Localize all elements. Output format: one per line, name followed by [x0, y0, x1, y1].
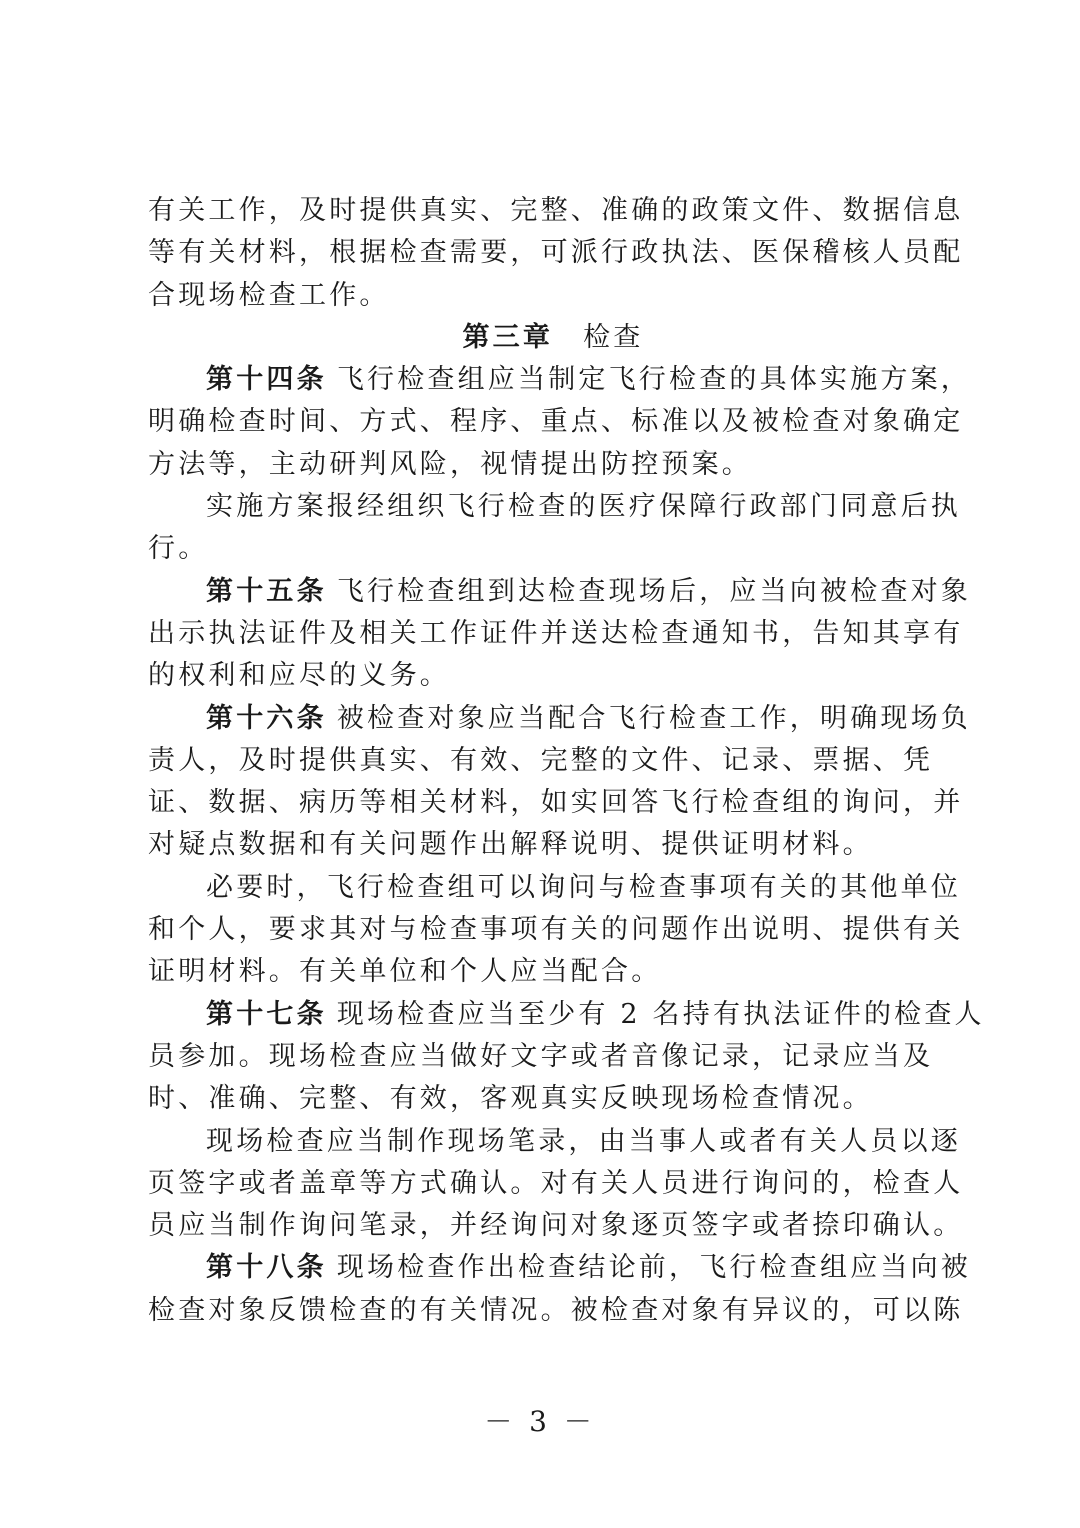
text-line: 证明材料。有关单位和个人应当配合。 — [148, 956, 662, 988]
text-line: 员参加。现场检查应当做好文字或者音像记录，记录应当及 — [148, 1040, 934, 1072]
text-line: 出示执法证件及相关工作证件并送达检查通知书，告知其享有 — [148, 617, 964, 649]
article-number: 第十五条 — [206, 575, 327, 607]
article-first-line — [148, 994, 985, 1036]
paragraph-first-line: 必要时，飞行检查组可以询问与检查事项有关的其他单位 — [206, 871, 961, 903]
text-line: 行。 — [148, 533, 209, 565]
article-number: 第十四条 — [206, 364, 327, 396]
text-line: 检查对象反馈检查的有关情况。被检查对象有异议的，可以陈 — [148, 1294, 964, 1326]
article-text: 现场检查应当至少有 2 名持有执法证件的检查人 — [336, 998, 985, 1030]
text-line: 方法等，主动研判风险，视情提出防控预案。 — [148, 448, 752, 480]
paragraph-first-line: 现场检查应当制作现场笔录，由当事人或者有关人员以逐 — [206, 1125, 961, 1157]
text-line: 证、数据、病历等相关材料，如实回答飞行检查组的询问，并 — [148, 787, 964, 819]
page-number: － 3 － — [484, 1405, 596, 1438]
document-body — [148, 190, 985, 1332]
chapter-title: 检查 — [583, 321, 644, 353]
text-line: 时、准确、完整、有效，客观真实反映现场检查情况。 — [148, 1083, 873, 1115]
text-line: 有关工作，及时提供真实、完整、准确的政策文件、数据信息 — [148, 195, 964, 226]
text-line: 等有关材料，根据检查需要，可派行政执法、医保稽核人员配 — [148, 237, 964, 269]
text-line: 员应当制作询问笔录，并经询问对象逐页签字或者捺印确认。 — [148, 1210, 964, 1242]
article-first-line — [148, 359, 972, 401]
article-number: 第十七条 — [206, 998, 327, 1030]
article-text: 被检查对象应当配合飞行检查工作，明确现场负 — [336, 702, 972, 734]
article-number: 第十六条 — [206, 702, 327, 734]
article-first-line — [148, 571, 972, 613]
text-line: 对疑点数据和有关问题作出解释说明、提供证明材料。 — [148, 829, 873, 861]
chapter-number: 第三章 — [462, 321, 554, 353]
chapter-heading — [148, 317, 948, 359]
text-line: 明确检查时间、方式、程序、重点、标准以及被检查对象确定 — [148, 406, 964, 438]
article-first-line — [148, 1247, 972, 1289]
article-text: 飞行检查组应当制定飞行检查的具体实施方案， — [336, 364, 972, 396]
article-first-line — [148, 698, 972, 740]
text-line: 合现场检查工作。 — [148, 279, 390, 311]
text-line: 页签字或者盖章等方式确认。对有关人员进行询问的，检查人 — [148, 1167, 964, 1199]
article-text: 现场检查作出检查结论前，飞行检查组应当向被 — [336, 1252, 972, 1284]
article-text: 飞行检查组到达检查现场后，应当向被检查对象 — [336, 575, 972, 607]
text-line: 和个人，要求其对与检查事项有关的问题作出说明、提供有关 — [148, 914, 964, 946]
text-line: 责人，及时提供真实、有效、完整的文件、记录、票据、凭 — [148, 744, 934, 776]
paragraph-first-line: 实施方案报经组织飞行检查的医疗保障行政部门同意后执 — [206, 491, 961, 523]
text-line: 的权利和应尽的义务。 — [148, 660, 450, 692]
article-number: 第十八条 — [206, 1252, 327, 1284]
